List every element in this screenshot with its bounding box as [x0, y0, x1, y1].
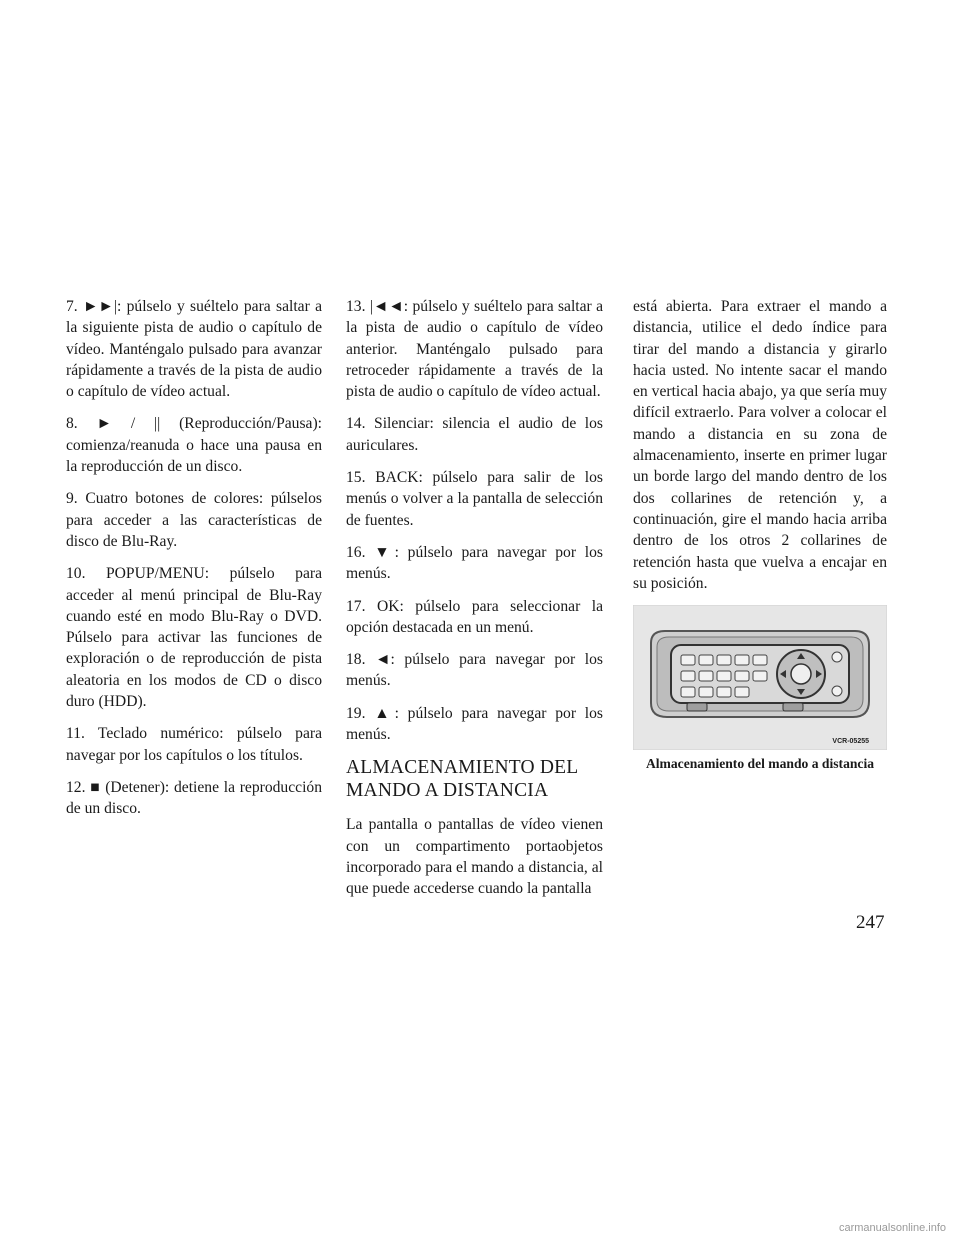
paragraph-storage-intro: La pantalla o pantallas de vídeo vienen con un compartimento portaobjetos incorporado para el mando a distancia, al que puede accederse cuando la pantalla — [346, 816, 603, 898]
text-column-middle — [346, 296, 603, 911]
paragraph-item-9: 9. Cuatro botones de colores: púlselos para acceder a las características de disco de Blu-Ray. — [66, 490, 322, 550]
paragraph-item-19: 19. ▲: púlselo para navegar por los menús. — [346, 704, 603, 744]
figure-caption: Almacenamiento del mando a distancia — [645, 756, 875, 772]
paragraph-item-11: 11. Teclado numérico: púlselo para navegar por los capítulos o los títulos. — [66, 725, 322, 764]
paragraph-item-15: 15. BACK: púlselo para salir de los menús o volver a la pantalla de selección de fuentes. — [346, 469, 603, 529]
watermark-text: carmanualsonline.info — [838, 1222, 946, 1234]
paragraph-item-17: 17. OK: púlselo para seleccionar la opción destacada en un menú. — [346, 597, 603, 636]
paragraph-storage-instructions: está abierta. Para extraer el mando a distancia, utilice el dedo índice para tirar del mando a distancia y girarlo hacia usted. No intente sacar el mando en vertical hacia abajo, ya que sería muy difícil extraerlo. Para volver a colocar el mando a distancia en su zona de almacenamiento, inserte en primer lugar un borde largo del mando dentro de los dos collarines de retención y, a continuación, gire el mando hacia arriba dentro de los otros 2 collarines de retención hasta que vuelva a encajar en su posición. — [633, 298, 887, 592]
paragraph-item-7: 7. ►►|: púlselo y suéltelo para saltar a la siguiente pista de audio o capítulo de vídeo. Manténgalo pulsado para avanzar rápidamente a través de la pista de audio o capítulo de vídeo actual. — [66, 298, 322, 401]
paragraph-item-13: 13. |◄◄: púlselo y suéltelo para saltar a la pista de audio o capítulo de vídeo anterior. Manténgalo pulsado para retroceder rápidamente a través de la pista de audio o capítulo de vídeo actual. — [346, 298, 603, 401]
paragraph-item-8: 8. ► / || (Reproducción/Pausa): comienza/reanuda o hace una pausa en la reproducción de un disco. — [66, 415, 322, 476]
text-column-right — [633, 296, 887, 772]
page-number: 247 — [856, 912, 885, 933]
paragraph-item-18: 18. ◄: púlselo para navegar por los menús. — [346, 651, 603, 690]
paragraph-item-12: 12. ■ (Detener): detiene la reproducción de un disco. — [66, 778, 322, 818]
remote-storage-figure — [633, 605, 887, 772]
figure-code-label: VCR-05255 — [832, 738, 869, 746]
remote-storage-illustration — [633, 605, 887, 750]
paragraph-item-16: 16. ▼: púlselo para navegar por los menús. — [346, 543, 603, 583]
paragraph-item-14: 14. Silenciar: silencia el audio de los auriculares. — [346, 415, 603, 454]
text-column-left — [66, 296, 322, 831]
paragraph-item-10: 10. POPUP/MENU: púlselo para acceder al menú principal de Blu-Ray cuando esté en modo Blu-Ray o DVD. Púlselo para activar las funciones de exploración o de reproducción de pista aleatoria en los modos de CD o disco duro (HDD). — [66, 565, 322, 711]
section-heading: ALMACENAMIENTO DEL MANDO A DISTANCIA — [346, 757, 578, 802]
